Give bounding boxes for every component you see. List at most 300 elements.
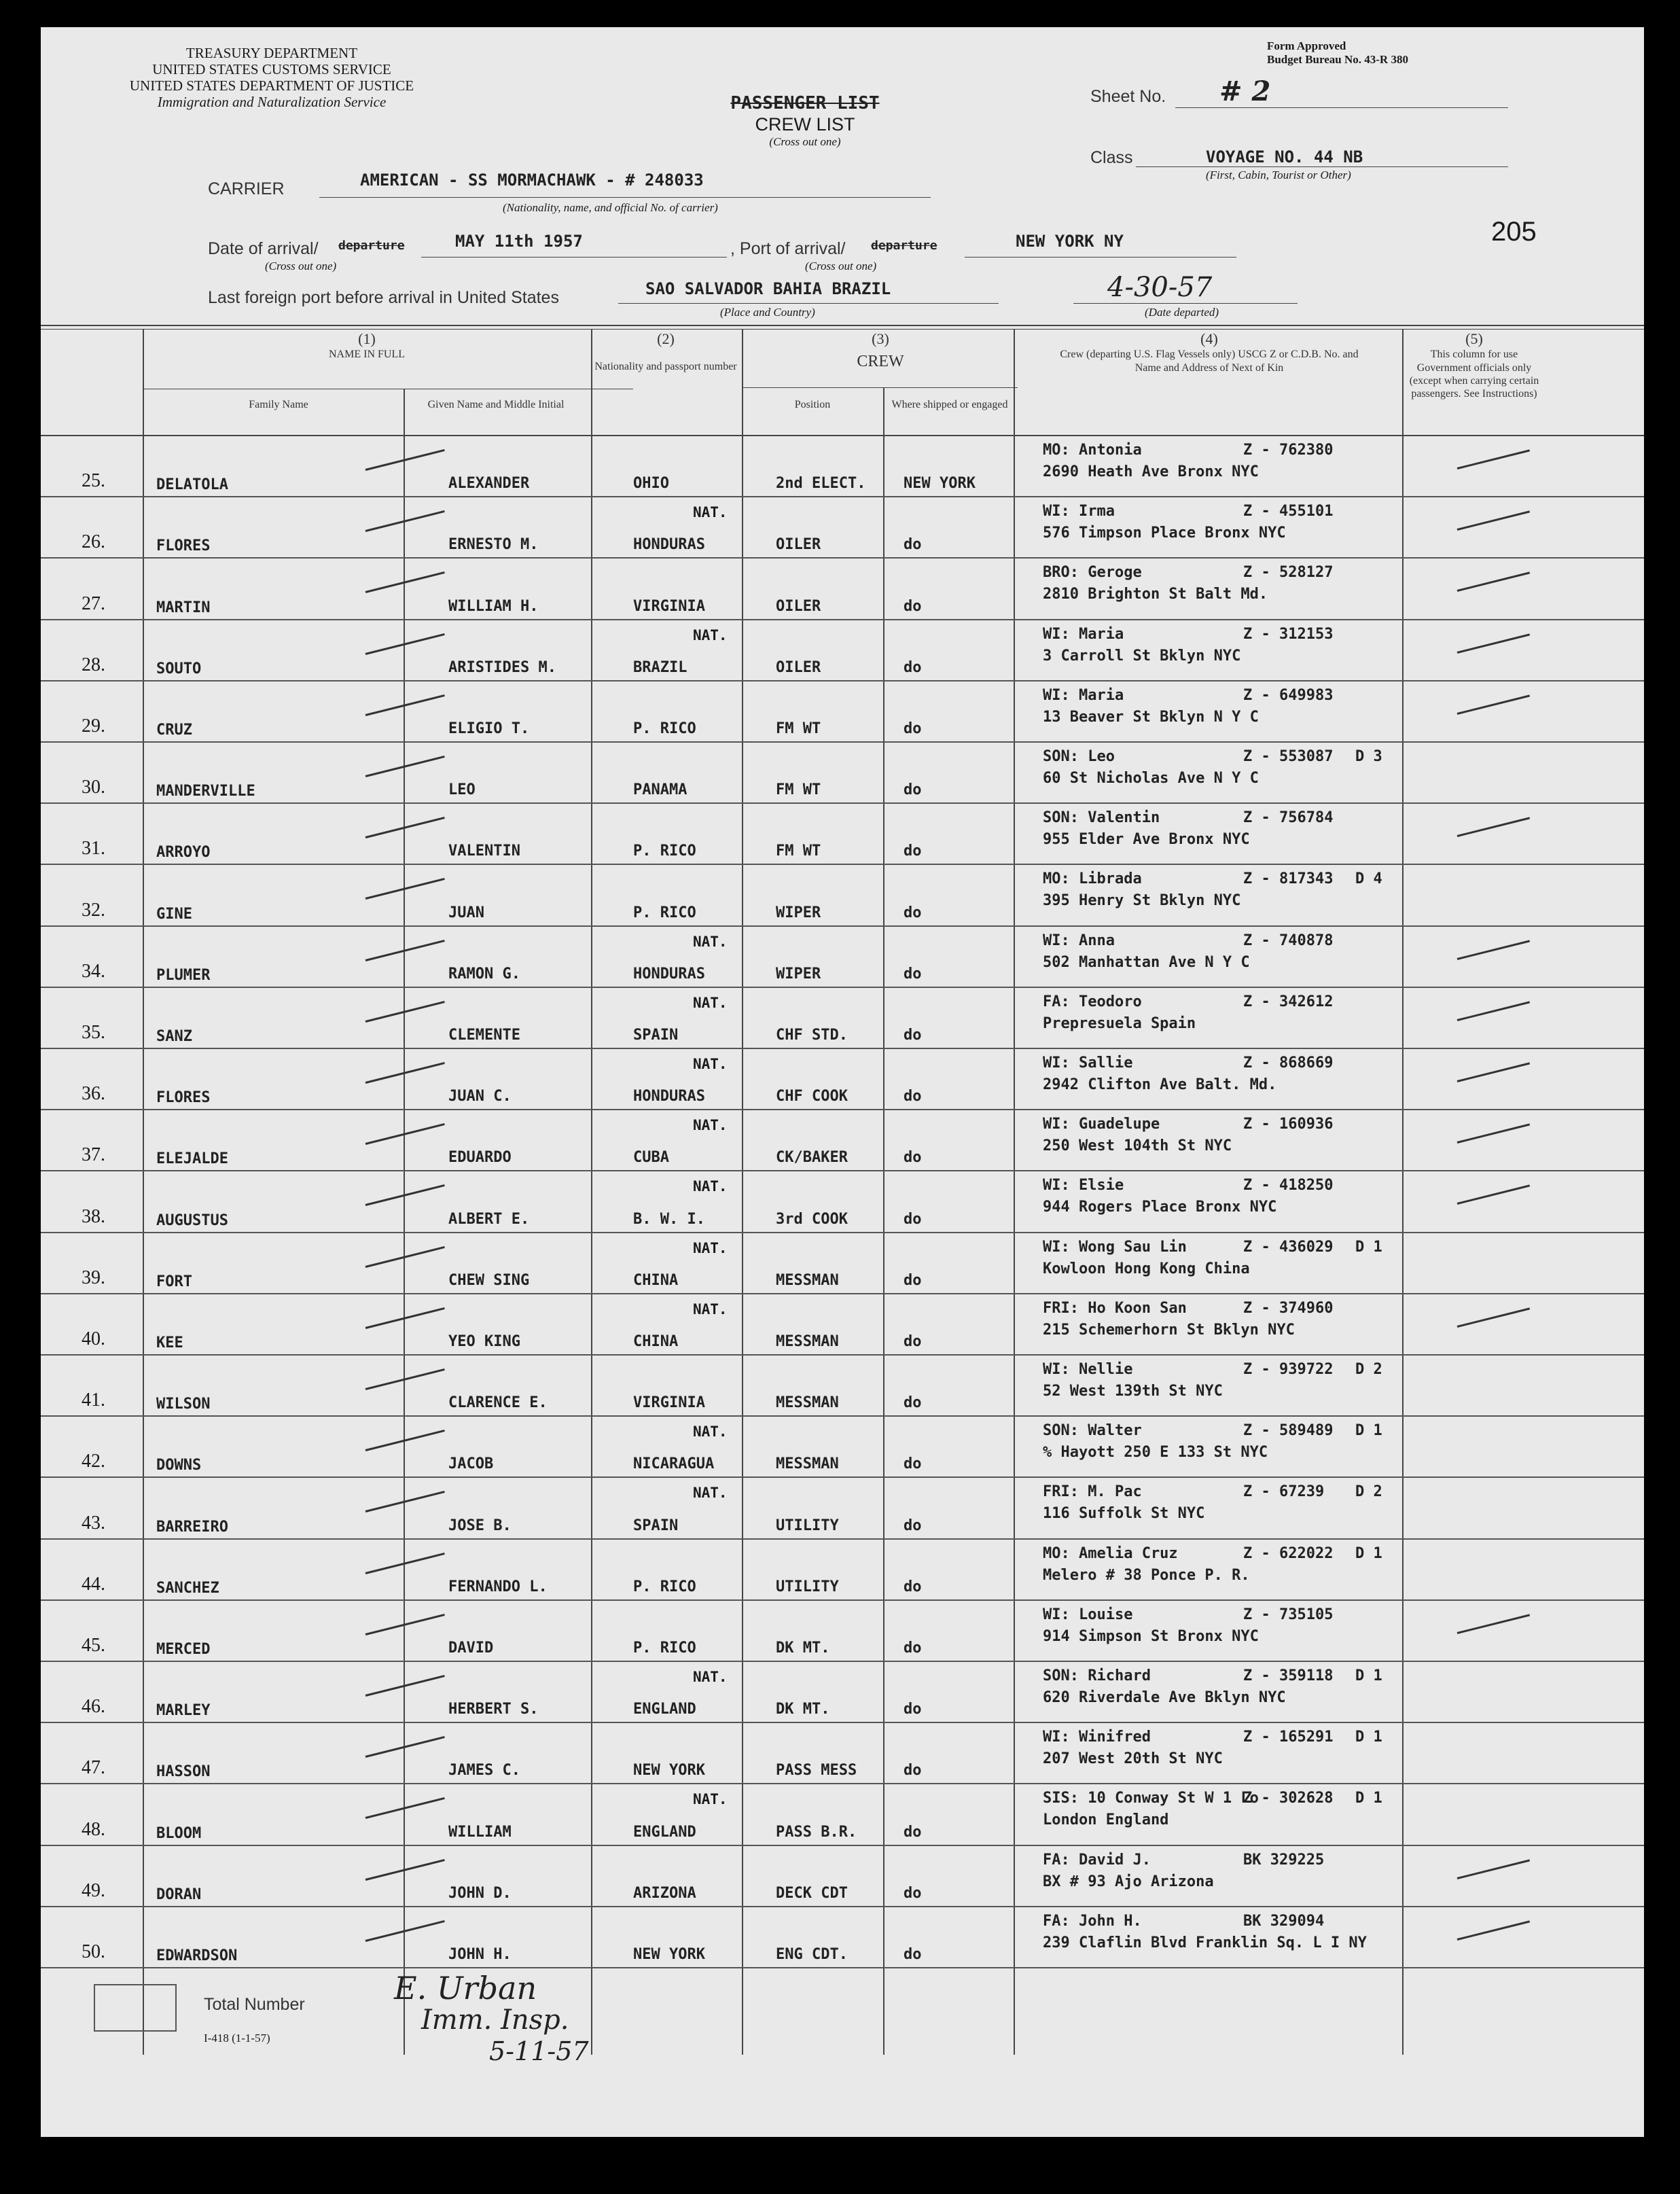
given-name: ALEXANDER: [448, 475, 530, 493]
nationality: CHINA: [633, 1271, 679, 1289]
col-title: Crew (departing U.S. Flag Vessels only) USCG Z or C.D.B. No. and Name and Address of Next of Kin: [1060, 349, 1359, 374]
kin-relation: FRI: M. Pac: [1043, 1483, 1142, 1501]
position: DK MT.: [776, 1639, 830, 1657]
table-row: [41, 497, 1644, 559]
kin-address: 620 Riverdale Ave Bklyn NYC: [1043, 1689, 1286, 1706]
nationality-note: NAT.: [693, 1178, 728, 1195]
where-shipped: do: [904, 1455, 922, 1473]
kin-address: BX # 93 Ajo Arizona: [1043, 1873, 1214, 1890]
kin-relation: SON: Leo: [1043, 748, 1115, 765]
kin-address: Kowloon Hong Kong China: [1043, 1260, 1250, 1277]
family-name-head: Family Name: [249, 399, 308, 410]
col-number: (3): [872, 330, 889, 347]
check-mark-icon: [365, 1736, 445, 1758]
where-shipped: do: [904, 536, 922, 554]
position: WIPER: [776, 965, 821, 983]
position: DECK CDT: [776, 1884, 848, 1902]
kin-relation: FA: Teodoro: [1043, 993, 1142, 1010]
z-number: Z - 436029: [1243, 1238, 1334, 1256]
kin-address: 2942 Clifton Ave Balt. Md.: [1043, 1076, 1277, 1093]
check-mark-icon: [1457, 1307, 1530, 1328]
col-number: (1): [358, 330, 376, 347]
check-mark-icon: [1457, 1614, 1530, 1634]
col5-head: [1406, 330, 1542, 400]
table-row: [41, 436, 1644, 497]
signature-date: 5-11-57: [489, 2036, 589, 2066]
given-name: JUAN C.: [448, 1088, 512, 1105]
check-mark-icon: [365, 940, 445, 961]
check-mark-icon: [1457, 1001, 1530, 1021]
where-shipped: do: [904, 1149, 922, 1167]
check-mark-icon: [365, 1859, 445, 1881]
given-name: FERNANDO L.: [448, 1578, 548, 1595]
family-name: PLUMER: [156, 966, 211, 984]
nationality: VIRGINIA: [633, 597, 705, 615]
check-mark-icon: [365, 1491, 445, 1512]
family-name: WILSON: [156, 1396, 211, 1413]
family-name: ARROYO: [156, 844, 211, 862]
table-row: [41, 1723, 1644, 1784]
check-mark-icon: [1457, 633, 1530, 654]
given-name: ALBERT E.: [448, 1210, 530, 1228]
table-row: [41, 1540, 1644, 1601]
z-number: Z - 740878: [1243, 932, 1334, 949]
where-shipped: do: [904, 1578, 922, 1595]
z-number: Z - 939722: [1243, 1361, 1334, 1378]
class-value: VOYAGE NO. 44 NB: [1206, 147, 1363, 166]
kin-relation: FA: David J.: [1043, 1851, 1151, 1869]
check-mark-icon: [1457, 1859, 1530, 1879]
nationality: PANAMA: [633, 781, 687, 799]
inspector-title: Imm. Insp.: [421, 2004, 569, 2036]
nationality-note: NAT.: [693, 626, 728, 643]
row-number: 30.: [82, 777, 105, 798]
family-name: AUGUSTUS: [156, 1211, 228, 1229]
given-name: JOHN D.: [448, 1884, 512, 1902]
check-mark-icon: [1457, 694, 1530, 715]
row-number: 27.: [82, 592, 105, 614]
position: MESSMAN: [776, 1332, 839, 1350]
kin-relation: WI: Nellie: [1043, 1361, 1133, 1378]
agency-line: UNITED STATES DEPARTMENT OF JUSTICE: [129, 77, 414, 94]
form-approved-line: Budget Bureau No. 43-R 380: [1267, 52, 1408, 66]
kin-address: 207 West 20th St NYC: [1043, 1750, 1223, 1768]
kin-address: 215 Schemerhorn St Bklyn NYC: [1043, 1321, 1295, 1339]
position: 2nd ELECT.: [776, 475, 866, 493]
discharge-code: D 1: [1355, 1544, 1382, 1562]
class-label: Class: [1090, 148, 1133, 167]
z-number: BK 329225: [1243, 1851, 1325, 1869]
struck-title: PASSENGER LIST: [730, 93, 880, 113]
nationality: NICARAGUA: [633, 1455, 715, 1473]
where-shipped: do: [904, 1088, 922, 1105]
nationality-note: NAT.: [693, 1117, 728, 1134]
nationality: ARIZONA: [633, 1884, 696, 1902]
row-number: 50.: [82, 1941, 105, 1962]
sheet-number: # 2: [1219, 75, 1271, 107]
check-mark-icon: [365, 510, 445, 532]
table-row: [41, 1478, 1644, 1539]
z-number: Z - 374960: [1243, 1299, 1334, 1317]
row-number: 47.: [82, 1757, 105, 1779]
where-shipped: do: [904, 720, 922, 737]
row-number: 31.: [82, 838, 105, 860]
given-name: WILLIAM: [448, 1823, 512, 1841]
kin-address: 239 Claflin Blvd Franklin Sq. L I NY: [1043, 1934, 1367, 1951]
kin-address: 116 Suffolk St NYC: [1043, 1505, 1205, 1523]
kin-relation: SIS: 10 Conway St W 1 Lo: [1043, 1790, 1259, 1807]
table-row: [41, 927, 1644, 988]
family-name: BARREIRO: [156, 1518, 228, 1536]
family-name: DORAN: [156, 1886, 202, 1903]
position: WIPER: [776, 904, 821, 921]
nationality: P. RICO: [633, 720, 696, 737]
row-number: 49.: [82, 1879, 105, 1901]
col3-head: [743, 330, 1018, 372]
position: MESSMAN: [776, 1455, 839, 1473]
foreign-port-note: (Place and Country): [720, 306, 815, 319]
given-name: ERNESTO M.: [448, 536, 539, 554]
given-name: VALENTIN: [448, 843, 520, 860]
where-shipped: do: [904, 1701, 922, 1718]
kin-address: Melero # 38 Ponce P. R.: [1043, 1566, 1250, 1584]
kin-relation: MO: Librada: [1043, 870, 1142, 888]
table-row: [41, 620, 1644, 682]
row-number: 25.: [82, 470, 105, 492]
given-name: JACOB: [448, 1455, 494, 1473]
family-name: MARLEY: [156, 1702, 211, 1720]
check-mark-icon: [1457, 1185, 1530, 1205]
position: UTILITY: [776, 1517, 839, 1534]
where-shipped: do: [904, 1394, 922, 1412]
check-mark-icon: [365, 1614, 445, 1635]
z-number: Z - 528127: [1243, 564, 1334, 582]
check-mark-icon: [365, 571, 445, 593]
kin-relation: FA: John H.: [1043, 1912, 1142, 1930]
z-number: Z - 67239: [1243, 1483, 1325, 1501]
given-name: ARISTIDES M.: [448, 658, 556, 676]
crew-list-form: [41, 27, 1644, 2137]
given-name: HERBERT S.: [448, 1701, 539, 1718]
col-title: CREW: [857, 353, 904, 371]
table-row: [41, 559, 1644, 620]
kin-relation: FRI: Ho Koon San: [1043, 1299, 1187, 1317]
nationality: SPAIN: [633, 1026, 679, 1044]
z-number: Z - 359118: [1243, 1667, 1334, 1684]
kin-relation: SON: Valentin: [1043, 809, 1160, 827]
given-name: CHEW SING: [448, 1271, 530, 1289]
nationality-note: NAT.: [693, 1669, 728, 1685]
kin-address: 576 Timpson Place Bronx NYC: [1043, 525, 1286, 542]
check-mark-icon: [365, 1675, 445, 1697]
carrier-note: (Nationality, name, and official No. of carrier): [503, 201, 718, 214]
position: CHF STD.: [776, 1026, 848, 1044]
row-number: 38.: [82, 1205, 105, 1227]
z-number: Z - 868669: [1243, 1055, 1334, 1072]
agency-line: TREASURY DEPARTMENT: [185, 45, 358, 61]
kin-address: 395 Henry St Bklyn NYC: [1043, 892, 1241, 910]
z-number: Z - 622022: [1243, 1544, 1334, 1562]
z-number: Z - 756784: [1243, 809, 1334, 827]
kin-relation: SON: Walter: [1043, 1422, 1142, 1440]
family-name: EDWARDSON: [156, 1947, 238, 1964]
form-approved-line: Form Approved: [1267, 39, 1346, 52]
form-approved: [1267, 39, 1408, 66]
kin-relation: WI: Wong Sau Lin: [1043, 1238, 1187, 1256]
discharge-code: D 2: [1355, 1361, 1382, 1378]
kin-relation: BRO: Geroge: [1043, 564, 1142, 582]
row-number: 32.: [82, 899, 105, 921]
given-name: CLARENCE E.: [448, 1394, 548, 1412]
row-number: 42.: [82, 1451, 105, 1472]
table-row: [41, 1171, 1644, 1233]
class-note: (First, Cabin, Tourist or Other): [1206, 169, 1351, 181]
check-mark-icon: [365, 878, 445, 900]
position: MESSMAN: [776, 1271, 839, 1289]
nationality: HONDURAS: [633, 536, 705, 554]
row-number: 39.: [82, 1267, 105, 1288]
family-name: MARTIN: [156, 599, 211, 616]
check-mark-icon: [1457, 1062, 1530, 1082]
table-row: [41, 865, 1644, 926]
agency-block: [82, 45, 462, 111]
kin-address: 52 West 139th St NYC: [1043, 1383, 1223, 1400]
z-number: Z - 589489: [1243, 1422, 1334, 1440]
row-number: 41.: [82, 1390, 105, 1411]
total-number-label: Total Number: [204, 1995, 305, 2014]
kin-address: % Hayott 250 E 133 St NYC: [1043, 1444, 1268, 1462]
given-name-head: Given Name and Middle Initial: [427, 399, 565, 410]
family-name: SANCHEZ: [156, 1579, 219, 1597]
nationality-note: NAT.: [693, 1301, 728, 1317]
discharge-code: D 2: [1355, 1483, 1382, 1501]
nationality-note: NAT.: [693, 1423, 728, 1440]
date-note: (Cross out one): [265, 260, 337, 272]
where-shipped: do: [904, 597, 922, 615]
foreign-port-label: Last foreign port before arrival in United States: [208, 288, 559, 307]
given-name: JOHN H.: [448, 1945, 512, 1963]
total-number-box: [94, 1984, 177, 2032]
position: DK MT.: [776, 1701, 830, 1718]
given-name: ELIGIO T.: [448, 720, 530, 737]
row-number: 35.: [82, 1021, 105, 1043]
check-mark-icon: [365, 1123, 445, 1145]
table-row: [41, 1662, 1644, 1723]
family-name: CRUZ: [156, 721, 192, 739]
check-mark-icon: [365, 1797, 445, 1819]
family-name: BLOOM: [156, 1824, 202, 1842]
col-number: (5): [1465, 330, 1483, 347]
family-name: HASSON: [156, 1763, 211, 1781]
nationality-note: NAT.: [693, 1791, 728, 1808]
row-number: 43.: [82, 1512, 105, 1534]
col2-head: [594, 330, 737, 374]
nationality: VIRGINIA: [633, 1394, 705, 1412]
port-label: , Port of arrival/: [730, 239, 846, 258]
nationality-note: NAT.: [693, 1239, 728, 1256]
check-mark-icon: [365, 1184, 445, 1206]
position: FM WT: [776, 781, 821, 799]
where-shipped: do: [904, 1639, 922, 1657]
sheet-label: Sheet No.: [1090, 87, 1166, 106]
check-mark-icon: [365, 1920, 445, 1942]
nationality-note: NAT.: [693, 933, 728, 950]
agency-line: UNITED STATES CUSTOMS SERVICE: [152, 61, 391, 78]
kin-address: 60 St Nicholas Ave N Y C: [1043, 770, 1259, 787]
position: PASS MESS: [776, 1762, 857, 1780]
kin-relation: MO: Amelia Cruz: [1043, 1544, 1178, 1562]
table-row: [41, 1417, 1644, 1478]
row-number: 48.: [82, 1818, 105, 1840]
port-struck: departure: [871, 238, 937, 253]
family-name: ELEJALDE: [156, 1150, 228, 1168]
date-label: Date of arrival/: [208, 239, 319, 258]
port-note: (Cross out one): [805, 260, 877, 272]
family-name: GINE: [156, 905, 192, 923]
check-mark-icon: [365, 1430, 445, 1451]
family-name: SANZ: [156, 1027, 192, 1045]
given-name: JAMES C.: [448, 1762, 520, 1780]
given-name: JOSE B.: [448, 1517, 512, 1534]
discharge-code: D 3: [1355, 748, 1382, 765]
kin-address: 2690 Heath Ave Bronx NYC: [1043, 463, 1259, 480]
row-number: 40.: [82, 1328, 105, 1349]
position: UTILITY: [776, 1578, 839, 1595]
where-shipped: NEW YORK: [904, 475, 976, 493]
col4-head: [1019, 330, 1399, 374]
z-number: Z - 553087: [1243, 748, 1334, 765]
agency-line: Immigration and Naturalization Service: [157, 94, 387, 111]
col1-head: [143, 330, 591, 361]
check-mark-icon: [1457, 1920, 1530, 1941]
kin-relation: WI: Maria: [1043, 625, 1124, 643]
z-number: Z - 817343: [1243, 870, 1334, 888]
position: MESSMAN: [776, 1394, 839, 1412]
col-number: (4): [1200, 330, 1218, 347]
discharge-code: D 4: [1355, 870, 1382, 888]
z-number: BK 329094: [1243, 1912, 1325, 1930]
family-name: MERCED: [156, 1640, 211, 1658]
z-number: Z - 649983: [1243, 686, 1334, 704]
nationality: P. RICO: [633, 1639, 696, 1657]
position: OILER: [776, 658, 821, 676]
family-name: DOWNS: [156, 1457, 202, 1474]
row-number: 46.: [82, 1696, 105, 1718]
col-number: (2): [657, 330, 675, 347]
departed-note: (Date departed): [1145, 306, 1219, 319]
where-shipped: do: [904, 1210, 922, 1228]
foreign-port: SAO SALVADOR BAHIA BRAZIL: [645, 279, 891, 298]
table-row: [41, 743, 1644, 804]
discharge-code: D 1: [1355, 1238, 1382, 1256]
position: CHF COOK: [776, 1088, 848, 1105]
departed-date: 4-30-57: [1107, 272, 1213, 303]
z-number: Z - 165291: [1243, 1729, 1334, 1746]
nationality-note: NAT.: [693, 504, 728, 521]
check-mark-icon: [1457, 1124, 1530, 1144]
nationality: SPAIN: [633, 1517, 679, 1534]
position: OILER: [776, 597, 821, 615]
kin-address: 944 Rogers Place Bronx NYC: [1043, 1199, 1277, 1216]
check-mark-icon: [1457, 572, 1530, 592]
title-block: [652, 94, 958, 148]
kin-address: 502 Manhattan Ave N Y C: [1043, 953, 1250, 971]
kin-address: Prepresuela Spain: [1043, 1014, 1196, 1032]
nationality: CUBA: [633, 1149, 669, 1167]
given-name: JUAN: [448, 904, 484, 921]
table-row: [41, 1601, 1644, 1662]
where-shipped: do: [904, 904, 922, 921]
z-number: Z - 312153: [1243, 625, 1334, 643]
discharge-code: D 1: [1355, 1790, 1382, 1807]
arrival-date: MAY 11th 1957: [455, 232, 583, 251]
where-shipped: do: [904, 1026, 922, 1044]
z-number: Z - 302628: [1243, 1790, 1334, 1807]
row-number: 28.: [82, 654, 105, 675]
inspector-signature: E. Urban: [394, 1970, 537, 2006]
nationality: BRAZIL: [633, 658, 687, 676]
kin-address: 2810 Brighton St Balt Md.: [1043, 586, 1268, 603]
kin-relation: SON: Richard: [1043, 1667, 1151, 1684]
check-mark-icon: [365, 694, 445, 716]
table-row: [41, 682, 1644, 743]
where-shipped: do: [904, 1945, 922, 1963]
given-name: EDUARDO: [448, 1149, 512, 1167]
kin-relation: WI: Guadelupe: [1043, 1116, 1160, 1133]
table-row: [41, 1110, 1644, 1171]
kin-address: 955 Elder Ave Bronx NYC: [1043, 831, 1250, 849]
check-mark-icon: [365, 1062, 445, 1084]
nationality: P. RICO: [633, 843, 696, 860]
table-row: [41, 1907, 1644, 1968]
kin-relation: WI: Louise: [1043, 1606, 1133, 1623]
row-number: 45.: [82, 1634, 105, 1656]
family-name: FORT: [156, 1273, 192, 1290]
check-mark-icon: [365, 449, 445, 471]
table-row: [41, 1846, 1644, 1907]
form-number: I-418 (1-1-57): [204, 2032, 270, 2045]
check-mark-icon: [365, 1307, 445, 1329]
given-name: DAVID: [448, 1639, 494, 1657]
row-number: 29.: [82, 715, 105, 737]
kin-address: 13 Beaver St Bklyn N Y C: [1043, 708, 1259, 726]
z-number: Z - 762380: [1243, 442, 1334, 459]
kin-relation: WI: Anna: [1043, 932, 1115, 949]
position: FM WT: [776, 843, 821, 860]
position: CK/BAKER: [776, 1149, 848, 1167]
position: ENG CDT.: [776, 1945, 848, 1963]
where-shipped: do: [904, 1823, 922, 1841]
kin-relation: WI: Irma: [1043, 503, 1115, 520]
z-number: Z - 342612: [1243, 993, 1334, 1010]
position-head: Position: [794, 399, 831, 410]
carrier-label: CARRIER: [208, 179, 285, 198]
discharge-code: D 1: [1355, 1422, 1382, 1440]
where-shipped: do: [904, 781, 922, 799]
nationality-note: NAT.: [693, 994, 728, 1011]
kin-address: 250 West 104th St NYC: [1043, 1137, 1232, 1155]
where-shipped: do: [904, 1884, 922, 1902]
discharge-code: D 1: [1355, 1729, 1382, 1746]
given-name: WILLIAM H.: [448, 597, 539, 615]
kin-relation: WI: Winifred: [1043, 1729, 1151, 1746]
family-name: FLORES: [156, 537, 211, 555]
check-mark-icon: [365, 817, 445, 838]
table-row: [41, 988, 1644, 1049]
given-name: RAMON G.: [448, 965, 520, 983]
z-number: Z - 160936: [1243, 1116, 1334, 1133]
where-shipped: do: [904, 1332, 922, 1350]
